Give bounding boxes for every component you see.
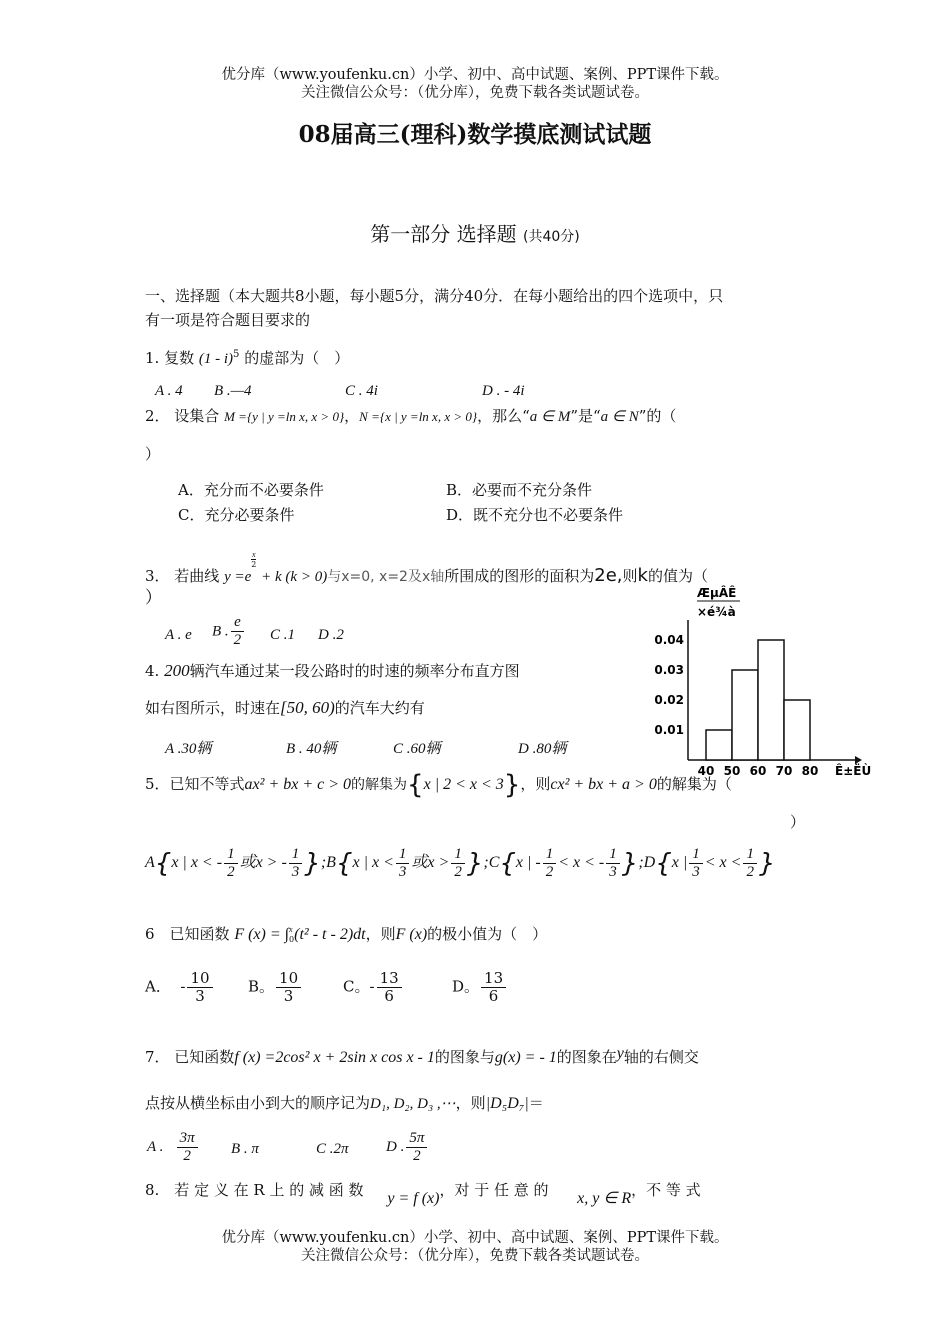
q3-option-c: C .1 xyxy=(270,627,296,643)
q1-option-a: A . 4 xyxy=(155,383,183,399)
q3-stem-prefix: 3． 若曲线 xyxy=(145,567,220,585)
q4-line-2-text-a: 如右图所示，时速在 xyxy=(145,699,281,717)
q6-option-d-num: 13 xyxy=(481,970,506,988)
q4-interval: [50, 60) xyxy=(280,698,335,717)
q7-option-a-den: 2 xyxy=(183,1148,191,1164)
q6-stem-b: ，则 xyxy=(365,925,396,943)
q7-stem-b: 的图象与 xyxy=(434,1048,495,1066)
q5-stem-c: ，则 xyxy=(520,775,551,793)
q2-condition-1: a ∈ M xyxy=(529,409,571,425)
x-axis-arrow xyxy=(855,756,862,764)
q6-option-c-label: C。 xyxy=(343,977,370,996)
chart-y-ticks xyxy=(654,633,684,737)
q5-option-d-den-2: 2 xyxy=(746,864,754,880)
q6-option-b-num: 10 xyxy=(276,970,301,988)
q4-option-b: B . 40辆 xyxy=(286,741,337,757)
q7-option-a-num: 3π xyxy=(177,1130,198,1148)
q3-option-a: A . e xyxy=(165,627,192,643)
q2-stem-prefix: 2． 设集合 xyxy=(145,407,220,425)
q3-text-a: 所围成的图形的面积为 xyxy=(444,567,595,585)
q1-stem xyxy=(145,345,349,369)
q2-option-c: C．充分必要条件 xyxy=(178,506,295,524)
q5-option-a-num-2: 1 xyxy=(289,846,303,864)
q8-function: y = f (x) xyxy=(387,1190,440,1207)
q7-line-2 xyxy=(145,1093,544,1114)
q5-option-a-set: x | x < - xyxy=(171,854,223,872)
q7-distance: |D₅D₇| xyxy=(485,1095,529,1112)
q6-option-a-sign: - xyxy=(180,977,186,996)
q8-variables: x, y ∈ R xyxy=(577,1190,632,1207)
q2-text-a: ，那么“ xyxy=(477,407,530,425)
q5-close-paren: ） xyxy=(790,813,806,831)
q3-exponent-den: 2 xyxy=(251,560,257,569)
q7-line-2-text-a: 点按从横坐标由小到大的顺序记为 xyxy=(145,1094,371,1112)
q5-option-b-den-1: 3 xyxy=(398,864,407,880)
q3-option-b-label: B . xyxy=(212,623,229,640)
q5-stem-prefix: 5．已知不等式 xyxy=(145,775,245,793)
q5-option-c-num-1: 1 xyxy=(543,846,557,864)
q5-stem-b: 的解集为 xyxy=(351,777,408,793)
q3-option-b-den: 2 xyxy=(233,632,242,648)
q1-exponent: 5 xyxy=(233,349,240,360)
q6-function: F (x) = ∫ xyxy=(234,926,290,943)
q5-brace-open: { xyxy=(407,770,424,800)
q6-option-d-den: 6 xyxy=(488,987,499,1005)
q5-option-b-label: ;B xyxy=(320,854,336,872)
q3-text-c: 的值为（ xyxy=(647,567,708,585)
q5-option-d-set: x | xyxy=(671,854,688,872)
q3-option-d: D .2 xyxy=(318,627,344,643)
q7-points: D₁, D₂, D₃ ,⋯ xyxy=(370,1096,456,1112)
q6-upper-limit: x xyxy=(289,925,293,934)
q6-option-b xyxy=(248,970,303,1005)
y-tick-0.02: 0.02 xyxy=(654,693,684,707)
q4-line-2-text-b: 的汽车大约有 xyxy=(334,699,425,717)
q4-option-a: A .30辆 xyxy=(165,741,212,757)
q6-stem-prefix: 6 已知函数 xyxy=(145,925,230,943)
q5-option-d-mid: < x < xyxy=(704,854,742,872)
q5-option-d-label: ;D xyxy=(638,854,656,872)
q7-option-d-label: D . xyxy=(386,1138,405,1155)
q5-option-b-set: x | x < xyxy=(352,854,394,872)
q3-area: 2e, xyxy=(594,565,623,586)
histogram-bar-60 xyxy=(758,640,784,760)
q6-option-c-sign: - xyxy=(369,977,375,996)
section-name: 第一部分 选择题 xyxy=(370,222,517,246)
q2-separator: ， xyxy=(344,407,360,425)
q7-option-a-label: A . xyxy=(147,1138,164,1155)
q5-option-b-den-2: 2 xyxy=(454,864,462,880)
q7-stem-c: 的图象在 xyxy=(556,1048,617,1066)
q5-stem-d: 的解集为（ xyxy=(656,775,732,793)
q2-text-b: ”是“ xyxy=(570,407,601,425)
q5-option-a-den-2: 3 xyxy=(291,864,300,880)
q5-solution-set: x | 2 < x < 3 xyxy=(423,776,504,793)
q7-stem-prefix: 7． 已知函数 xyxy=(145,1048,235,1066)
header-line-1: 优分库（www.youfenku.cn）小学、初中、高中试题、案例、PPT课件下载。 xyxy=(221,67,729,83)
q7-line-2-text-b: ，则 xyxy=(455,1094,486,1112)
instructions-line-1: 一、选择题（本大题共8小题，每小题5分，满分40分．在每小题给出的四个选项中，只 xyxy=(145,287,724,305)
q7-option-d-den: 2 xyxy=(413,1148,421,1164)
q6-function-2: F (x) xyxy=(395,926,428,943)
q2-option-a: A．充分而不必要条件 xyxy=(178,481,324,499)
q5-option-c-den-1: 2 xyxy=(545,864,554,880)
page-title: 08届高三(理科)数学摸底测试试题 xyxy=(298,121,652,148)
q7-y-axis: y xyxy=(616,1045,624,1062)
q8-stem-c: ，不 等 式 xyxy=(631,1181,701,1199)
q5-option-b-num-2: 1 xyxy=(451,846,465,864)
q5-option-b-num-1: 1 xyxy=(396,846,410,864)
q4-line-2 xyxy=(145,698,425,718)
q3-stem xyxy=(145,550,708,587)
q1-option-d: D . - 4i xyxy=(482,383,525,399)
q5-option-c-num-2: 1 xyxy=(606,846,620,864)
q7-option-b: B . π xyxy=(231,1141,259,1157)
q8-stem xyxy=(145,1180,701,1209)
q3-k: k xyxy=(637,565,648,586)
q2-close-paren: ） xyxy=(145,445,161,463)
q1-option-c: C . 4i xyxy=(345,383,378,399)
q7-line-2-text-c: ＝ xyxy=(528,1094,544,1112)
q5-option-c-label: ;C xyxy=(483,854,500,872)
q1-stem-suffix: 的虚部为（ ） xyxy=(244,349,350,367)
chart-bars xyxy=(706,640,810,760)
q5-option-a-label: A xyxy=(145,854,155,872)
q3-curve-b: + k (k > 0) xyxy=(261,569,328,585)
q1-expression: (1 - i) xyxy=(198,351,234,367)
q6-option-c-den: 6 xyxy=(384,987,394,1005)
histogram-bar-40 xyxy=(706,730,732,760)
q2-set-n: N ={x | y =ln x, x > 0} xyxy=(359,409,478,424)
q5-option-c-mid: < x < - xyxy=(558,854,605,872)
q7-stem-d: 轴的右侧交 xyxy=(623,1048,699,1066)
q6-option-a-label: A． xyxy=(145,977,171,996)
q5-option-d-num-2: 1 xyxy=(743,846,757,864)
q3-bounds: 与x=0, x=2及x轴 xyxy=(327,569,445,585)
frequency-histogram xyxy=(640,578,885,783)
q3-text-b: 则 xyxy=(622,567,638,585)
q3-curve: y =e xyxy=(224,569,252,585)
x-tick-40: 40 xyxy=(697,764,715,778)
histogram-bar-70 xyxy=(784,700,810,760)
q5-option-b-mid: 或x > xyxy=(411,854,450,872)
section-score: (共40分) xyxy=(522,229,580,245)
q6-option-a-den: 3 xyxy=(195,987,205,1005)
q7-option-a xyxy=(147,1130,200,1165)
q5-inequality-1: ax² + bx + c > 0 xyxy=(244,776,352,793)
y-label-bottom: ×é¾à xyxy=(697,605,736,619)
q6-option-c-num: 13 xyxy=(377,970,402,988)
q5-inequality-2: cx² + bx + a > 0 xyxy=(550,776,657,793)
q6-option-d xyxy=(452,970,508,1005)
q1-option-b: B .—4 xyxy=(214,383,252,399)
q4-line-1 xyxy=(145,661,520,681)
x-tick-80: 80 xyxy=(801,764,819,778)
q8-stem-prefix: 8. 若 定 义 在 R 上 的 减 函 数 xyxy=(145,1181,364,1199)
q5-option-c-set: x | - xyxy=(515,854,541,872)
footer-line-1: 优分库（www.youfenku.cn）小学、初中、高中试题、案例、PPT课件下载。 xyxy=(221,1230,729,1246)
q1-stem-prefix: 1. 复数 xyxy=(145,349,195,367)
y-tick-0.03: 0.03 xyxy=(654,663,684,677)
instructions-line-2: 有一项是符合题目要求的 xyxy=(145,311,311,329)
q2-option-b: B．必要而不充分条件 xyxy=(446,481,593,499)
section-heading xyxy=(0,218,950,247)
histogram-bar-50 xyxy=(732,670,758,760)
q3-close-paren: ） xyxy=(145,588,162,608)
q5-option-c-den-2: 3 xyxy=(609,864,617,880)
q3-exponent xyxy=(251,550,256,569)
q4-option-c: C .60辆 xyxy=(393,741,441,757)
q6-lower-limit: 0 xyxy=(289,935,295,944)
q5-option-a-den-1: 2 xyxy=(227,864,235,880)
q3-option-b xyxy=(212,614,246,649)
q6-option-a-num: 10 xyxy=(187,970,212,988)
q6-option-d-label: D。 xyxy=(452,977,480,996)
q5-option-a-mid: 或x > - xyxy=(239,854,287,872)
x-tick-70: 70 xyxy=(775,764,793,778)
q3-option-b-num: e xyxy=(231,614,245,632)
q6-option-b-label: B。 xyxy=(248,977,275,996)
y-tick-0.01: 0.01 xyxy=(654,723,684,737)
q7-stem xyxy=(145,1044,699,1068)
x-tick-60: 60 xyxy=(749,764,767,778)
q4-line-1-text: 辆汽车通过某一段公路时的时速的频率分布直方图 xyxy=(189,662,520,680)
q3-exponent-num: x xyxy=(252,550,256,559)
footer-line-2: 关注微信公众号：（优分库），免费下载各类试题试卷。 xyxy=(301,1248,649,1264)
q5-options: A{x | x < - $\frac{1}{2}$ 或x > - $\frac{1}{3}$ };B{x | x < $\frac{1}{3}$ 或x > $\frac{1}{2}$ };C{x | - $\frac{1}{2}$ < x < - $\frac{1}{3}$ };D{x | $\frac{1}{3}$ < x < $\frac{1}{2}$ } xyxy=(145,846,776,880)
q5-option-a-num-1: 1 xyxy=(224,846,238,864)
q2-set-m: M ={y | y =ln x, x > 0} xyxy=(224,409,345,424)
q7-function-f: f (x) =2cos² x + 2sin x cos x - 1 xyxy=(234,1049,435,1066)
q6-option-b-den: 3 xyxy=(283,987,294,1005)
q7-function-g: g(x) = - 1 xyxy=(494,1049,557,1066)
q2-text-c: ”的（ xyxy=(638,407,677,425)
y-tick-0.04: 0.04 xyxy=(654,633,684,647)
q4-option-d: D .80辆 xyxy=(518,741,567,757)
q7-option-d-num: 5π xyxy=(406,1130,427,1148)
q2-condition-2: a ∈ N xyxy=(600,409,639,425)
x-axis-label: Ê±ËÙ xyxy=(835,764,872,778)
q7-option-c: C .2π xyxy=(316,1141,349,1157)
q7-option-d xyxy=(386,1130,429,1165)
q5-option-d-num-1: 1 xyxy=(689,846,703,864)
q6-stem-c: 的极小值为（ ） xyxy=(427,925,548,943)
q6-integrand: (t² - t - 2)dt xyxy=(294,926,366,943)
q6-stem xyxy=(145,924,547,945)
q2-stem xyxy=(145,406,676,427)
q6-option-c xyxy=(343,970,404,1005)
q4-number: 4. xyxy=(145,662,160,680)
q2-option-d: D．既不充分也不必要条件 xyxy=(446,506,624,524)
q8-stem-b: ，对 于 任 意 的 xyxy=(439,1181,549,1199)
q4-count: 200 xyxy=(164,661,190,680)
header-line-2: 关注微信公众号：（优分库），免费下载各类试题试卷。 xyxy=(301,85,649,101)
q6-option-a xyxy=(145,970,215,1005)
x-tick-50: 50 xyxy=(723,764,741,778)
y-label-top: ÆµÂÊ xyxy=(697,586,737,600)
q5-option-d-den-1: 3 xyxy=(692,864,700,880)
q5-brace-close: } xyxy=(503,770,521,800)
